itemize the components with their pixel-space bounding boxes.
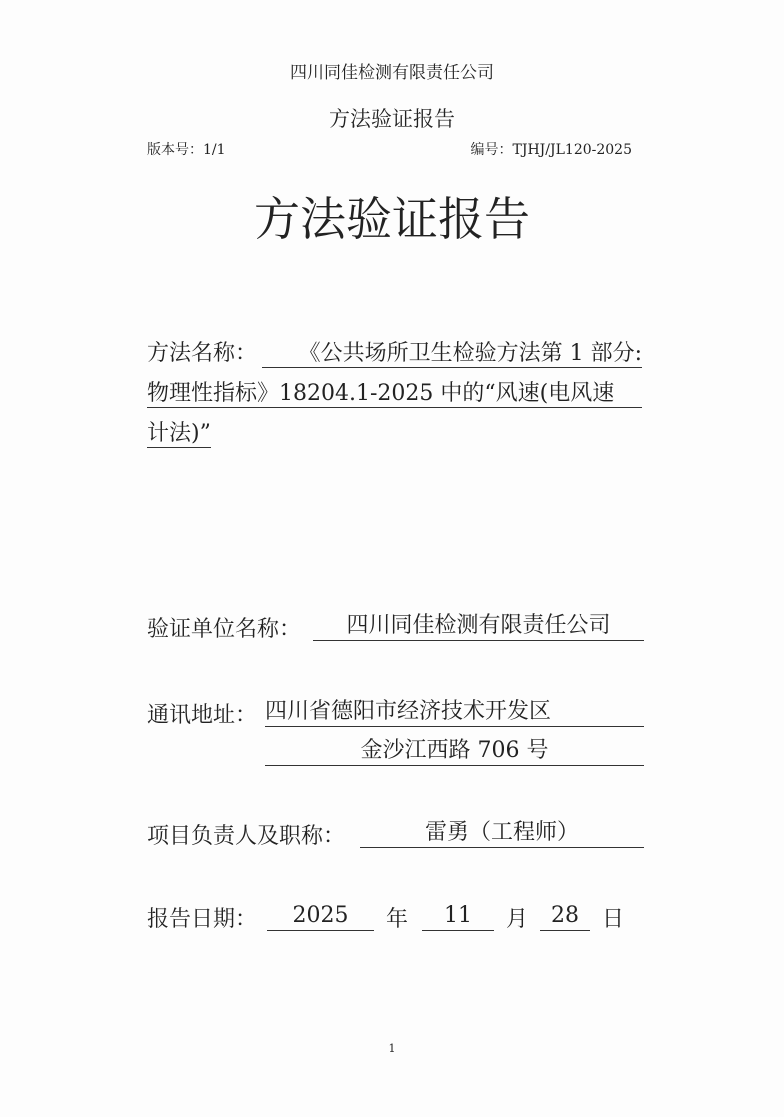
address-line2: 金沙江西路 706 号 xyxy=(265,737,644,766)
date-label: 报告日期： xyxy=(147,907,258,932)
leader-label: 项目负责人及职称： xyxy=(147,824,346,849)
date-day: 28 xyxy=(540,902,590,931)
method-label: 方法名称： xyxy=(147,341,258,366)
document-number: 编号：TJHJ/JL120-2025 xyxy=(470,142,632,158)
date-month: 11 xyxy=(422,902,494,931)
leader-value: 雷勇（工程师） xyxy=(360,819,644,848)
unit-value: 四川同佳检测有限责任公司 xyxy=(313,612,644,641)
address-line1: 四川省德阳市经济技术开发区 xyxy=(265,698,644,727)
page-number: 1 xyxy=(388,1042,396,1055)
method-name-line2: 物理性指标》18204.1-2025 中的“风速(电风速 xyxy=(147,376,642,408)
date-year: 2025 xyxy=(267,902,374,931)
unit-label: 验证单位名称： xyxy=(147,617,302,642)
report-subtitle: 方法验证报告 xyxy=(329,107,455,131)
address-label: 通讯地址： xyxy=(147,703,258,728)
version-number: 版本号：1/1 xyxy=(147,142,226,158)
date-month-unit: 月 xyxy=(506,907,529,932)
company-header: 四川同佳检测有限责任公司 xyxy=(290,63,494,83)
date-day-unit: 日 xyxy=(602,907,625,932)
page-title: 方法验证报告 xyxy=(254,192,530,246)
method-name-line1: 《公共场所卫生检验方法第 1 部分: xyxy=(262,336,642,368)
method-name-line3: 计法)” xyxy=(147,416,211,448)
date-year-unit: 年 xyxy=(386,907,409,932)
